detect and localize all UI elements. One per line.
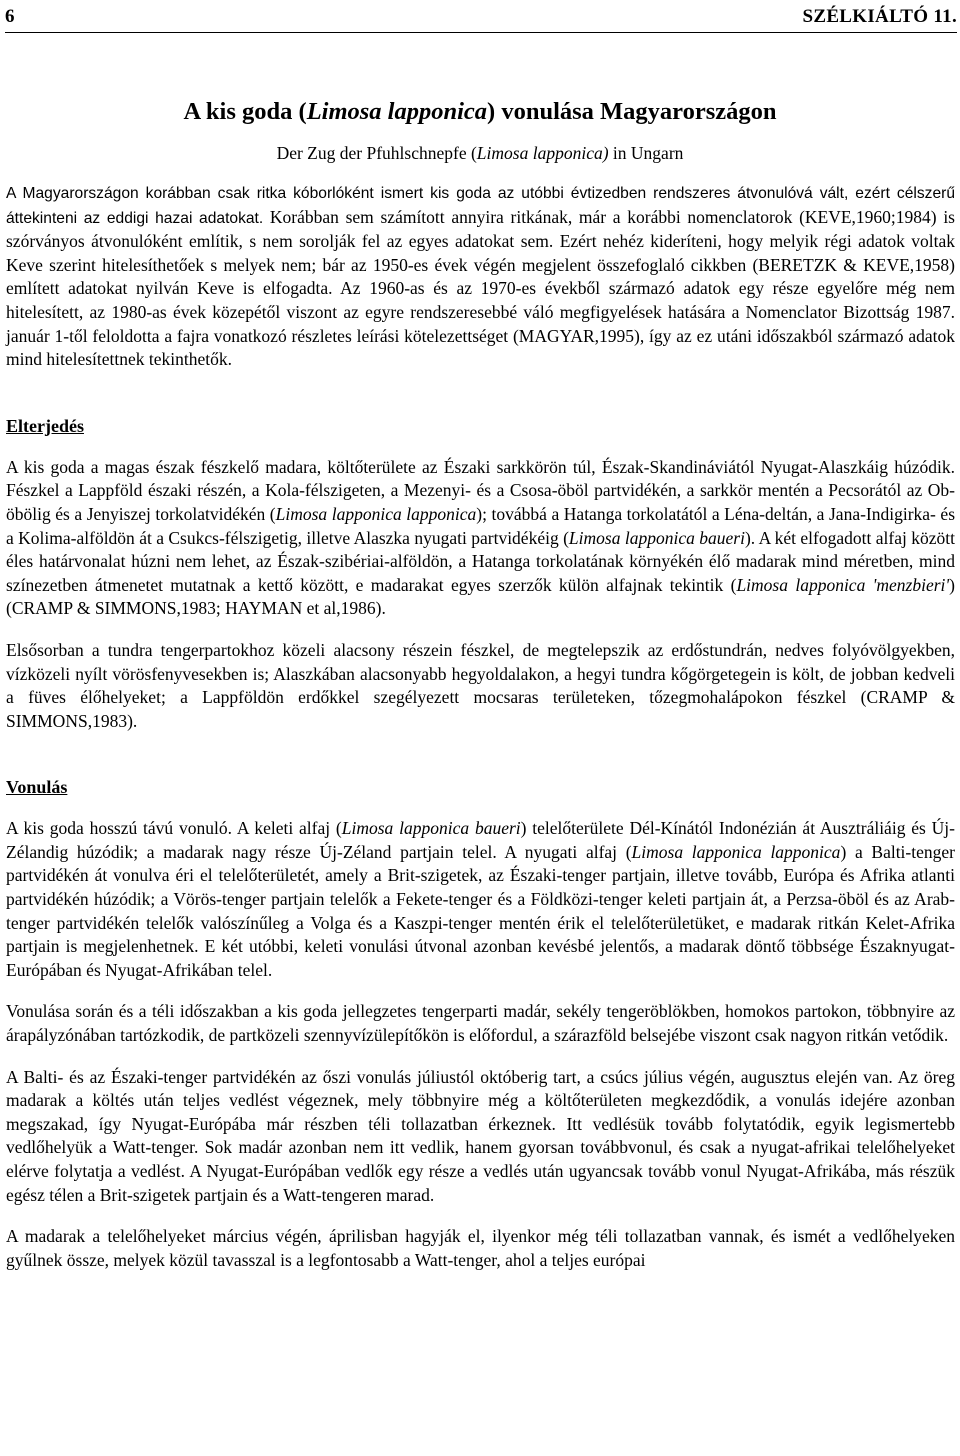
italic-text-run: Limosa lapponica) (476, 143, 609, 163)
text-run: A Balti- és az Északi-tenger partvidékén az őszi vonulás júliustól októberig tart, a csúcs július végén, augusztus elején van. Az öreg madarak a költés után teljes vedlést végeznek, mely többnyire még a költőterületen megkezdődik, a vonulás idejére azonban megszakad, így Nyugat-Európába már részben téli tollazatban érkeznek. Itt vedlésük tovább folytatódik, egyik legismertebb vedlőhelyük a Watt-tenger. Sok madár azonban nem itt vedlik, hanem gyorsan továbbvonul, és csak a nyugat-afrikai telelőhelyeket elérve folytatja a vedlést. A Nyugat-Európában vedlők egy része a vedlés után ugyancsak tovább vonul Nyugat-Afrikába, más részük egész télen a Brit-szigetek partjain és a Watt-tengeren marad. (6, 1066, 955, 1205)
paragraph (6, 639, 955, 733)
italic-text-run: Limosa lapponica lapponica (631, 841, 841, 862)
paragraph (6, 817, 955, 982)
text-run: Vonulása során és a téli időszakban a kis goda jellegzetes tengerparti madár, sekély tengeröblökben, homokos partokon, többnyire az árapályzónában tartózkodik, de partközeli szennyvízülepítőkön is előfordul, a szárazföld belsejébe viszont csak nagyon ritkán vetődik. (6, 1001, 955, 1046)
italic-text-run: Limosa lapponica lapponica (275, 503, 477, 524)
text-run: A madarak a telelőhelyeket március végén, áprilisban hagyják el, ilyenkor még téli tollazatban vannak, és ismét a vedlőhelyeken gyűlnek össze, melyek közül tavasszal is a legfontosabb a Watt-tenger, ahol a teljes európai (6, 1226, 955, 1270)
text-run: A kis goda hosszú távú vonuló. A keleti alfaj ( (6, 818, 342, 839)
italic-text-run: Limosa lapponica (306, 98, 488, 125)
article-subtitle (0, 142, 960, 164)
text-run: A Magyarországon korábban csak ritka kóborlóként ismert kis goda az utóbbi évtizedben rendszeres átvonulóvá vált, ezért célszerű áttekinteni az eddigi hazai adatokat. (6, 185, 955, 227)
text-run: Elsősorban a tundra tengerpartokhoz közeli alacsony részein fészkel, de megtelepszik az erdőstundrán, nedves folyóvölgyekben, vízközeli nyílt vörösfenyvesekben is; Alaszkában alacsonyabb hegyoldalakon, a hegyi tundra kőgörgetegein is költ, de jobban kedveli a füves élőhelyeket; a Lappföldön erdőkkel szegélyezett mocsaras területeken, tőzegmohalápokon fészkel (CRAMP & SIMMONS,1983). (6, 639, 955, 731)
text-run: in Ungarn (608, 143, 684, 163)
text-run: ) vonulása Magyarországon (487, 98, 777, 125)
paragraph (6, 1225, 955, 1272)
article-title (0, 97, 960, 127)
journal-title: SZÉLKIÁLTÓ 11. (802, 6, 957, 27)
text-run: Korábban sem számított annyira ritkának, már a korábbi nomenclatorok (KEVE,1960;1984) is szórványos átvonulóként említik, s nem sorolják fel az egyes adatokat sem. Ezért nehéz kideríteni, hogy melyik régi adatok voltak Keve szerint hitelesíthetőek s melyek nem; bár az 1950-es évek végén megjelent összefoglaló cikkben (BERETZK & KEVE,1958) említett adatokat nyilván Keve is elfogadta. Az 1960-as és az 1970-es évekből származó adatok egy része egyelőre még nem hitelesített, az 1980-as évek közepétől viszont az egyre rendszeresebbé váló megfigyelések hatására a Nomenclator Bizottság 1987. január 1-től feloldotta a fajra vonatkozó részletes leírási kötelezettséget (MAGYAR,1995), így az ez utáni időszakból származó adatok mind hitelesítettnek tekinthetők. (6, 206, 955, 370)
running-header (5, 6, 957, 33)
text-run: Der Zug der Pfuhlschnepfe ( (276, 143, 477, 163)
section-heading: Elterjedés (6, 415, 84, 436)
text-run: ); továbbá a Hatanga torkolatától a Léna-deltán, a Jana-Indigirka- és a Kolima-alföldön át a Csukcs-félszigetig, illetve Alaszka nyugati partvidékéig ( (6, 503, 956, 548)
text-run: ) (CRAMP & SIMMONS,1983; HAYMAN et al,1986). (6, 574, 955, 619)
italic-text-run: Limosa lapponica baueri (568, 527, 745, 548)
text-run: ). A két elfogadott alfaj között éles határvonalat húzni nem lehet, az Észak-szibériai-alföldön, a Hatanga torkolatának környékén élő madarak mind méretben, mind színezetben átmenetet mutatnak a kettő között, e madarakat egyes szerzők külön alfajnak tekintik ( (6, 527, 955, 595)
paragraph (6, 1066, 955, 1208)
paragraph (6, 1000, 955, 1047)
text-run: A kis goda ( (183, 98, 307, 125)
italic-text-run: Limosa lapponica baueri (341, 818, 521, 839)
section-heading: Vonulás (6, 777, 68, 798)
paragraph (6, 456, 955, 621)
article-body (6, 181, 955, 1272)
text-run: ) telelőterülete Dél-Kínától Indonézián át Ausztráliáig és Új-Zélandig húzódik; a madarak nagy része Új-Zéland partjain telel. A nyugati alfaj ( (6, 818, 955, 862)
italic-text-run: Limosa lapponica 'menzbieri' (736, 574, 950, 595)
text-run: ) a Balti-tenger partvidékén át vonulva éri el telelőterületét, amely a Brit-szigetek, az Északi-tenger partjain, illetve tovább, Európa és Afrika atlanti partvidékén húzódik; a Vörös-tenger partjain telelők a Fekete-tenger és a Földközi-tenger keleti partjain át, a Perzsa-öböl és az Arab-tenger partvidékén telelők valószínűleg a Volga és a Kaszpi-tenger mentén érik el telelőterületüket, e madarak ritkán Kelet-Afrika partjain is megjelenhetnek. E két utóbbi, keleti vonulási útvonal azonban kevésbé jelentős, a madarak döntő többsége Északnyugat-Európában és Nyugat-Afrikában telel. (6, 841, 955, 980)
paragraph (6, 181, 955, 372)
text-run: A kis goda a magas észak fészkelő madara, költőterülete az Északi sarkkörön túl, Észak-Skandináviától Nyugat-Alaszkáig húzódik. Fészkel a Lappföld északi részén, a Kola-félszigeten, a Mezenyi- és a Csosa-öböl partvidékén, a sarkkör mentén a Pecsorától az Ob-öbölig és a Jenyiszej torkolatvidékén ( (6, 456, 955, 524)
page-number: 6 (5, 6, 15, 27)
